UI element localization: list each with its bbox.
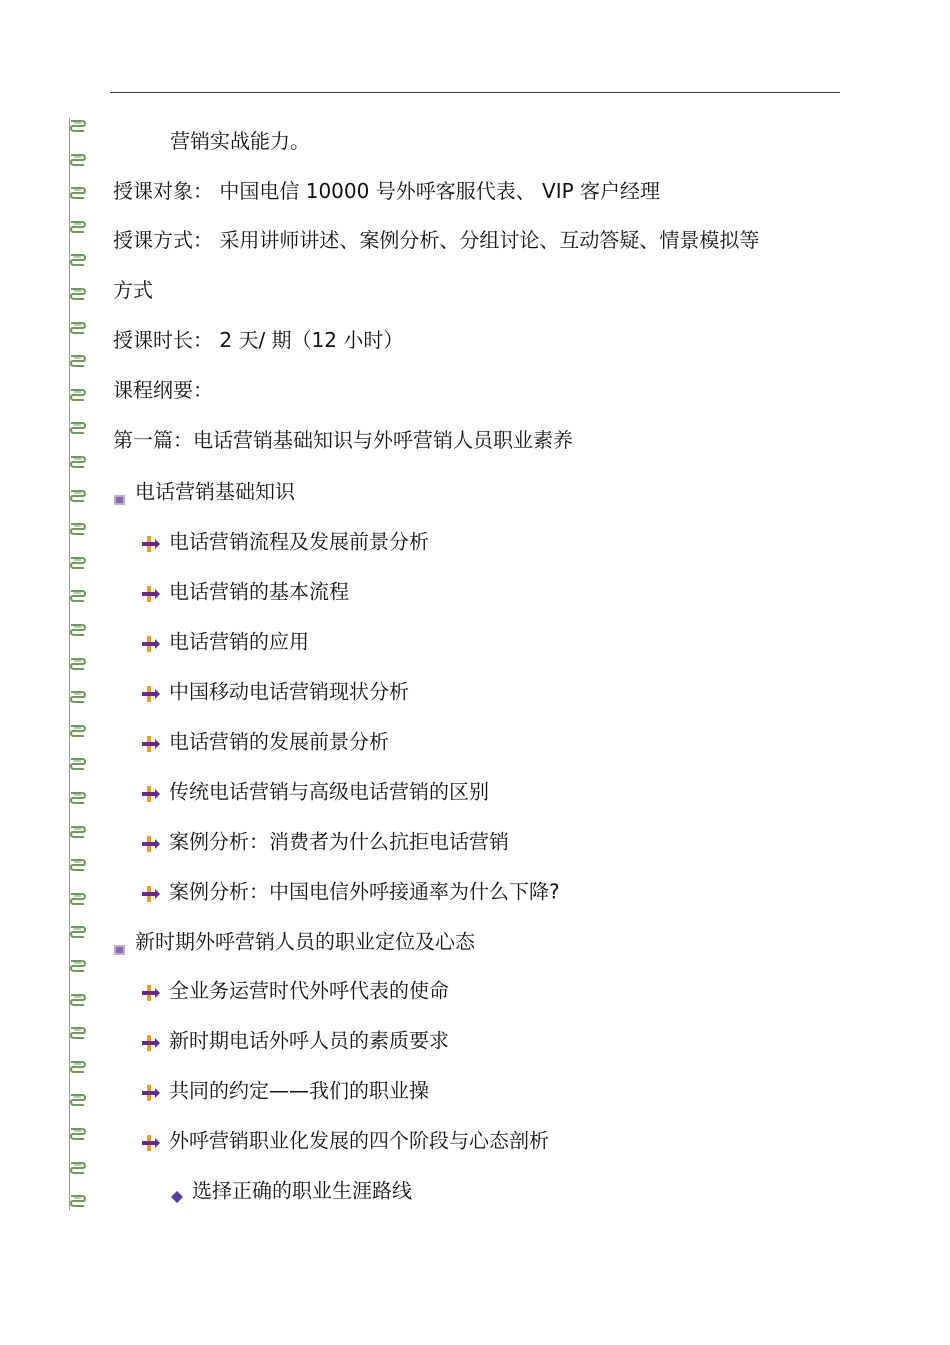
arrow-bullet-icon <box>141 833 161 851</box>
outline-item <box>141 976 449 1004</box>
binding-coil-icon <box>70 118 86 134</box>
binding-coil-icon <box>70 454 86 470</box>
text-line-outline-heading: 课程纲要： <box>113 378 213 402</box>
arrow-bullet-icon <box>141 883 161 901</box>
outline-label: 外呼营销职业化发展的四个阶段与心态剖析 <box>169 1128 549 1153</box>
outline-item <box>141 1126 549 1154</box>
text-line-method-cont: 方式 <box>113 278 153 302</box>
binding-coil-icon <box>70 1193 86 1209</box>
arrow-bullet-icon <box>141 683 161 701</box>
binding-coil-icon <box>70 521 86 537</box>
outline-label: 中国移动电话营销现状分析 <box>169 679 409 704</box>
binding-coil-icon <box>70 320 86 336</box>
arrow-bullet-icon <box>141 982 161 1000</box>
binding-coil-icon <box>70 420 86 436</box>
binding-coil-icon <box>70 622 86 638</box>
arrow-bullet-icon <box>141 583 161 601</box>
outline-subitem <box>170 1176 412 1204</box>
outline-label: 选择正确的职业生涯路线 <box>192 1178 412 1203</box>
outline-item <box>141 677 409 705</box>
binding-coil-icon <box>70 387 86 403</box>
square-bullet-icon <box>113 936 127 948</box>
outline-item <box>141 1076 429 1104</box>
outline-label: 传统电话营销与高级电话营销的区别 <box>169 779 489 804</box>
text-line-duration: 授课时长： 2 天/ 期（12 小时） <box>113 328 404 352</box>
outline-label: 案例分析：中国电信外呼接通率为什么下降? <box>169 879 560 904</box>
text-line-continuation: 营销实战能力。 <box>170 129 310 153</box>
outline-item <box>141 727 389 755</box>
binding-coil-icon <box>70 689 86 705</box>
binding-coil-icon <box>70 252 86 268</box>
arrow-bullet-icon <box>141 1132 161 1150</box>
outline-item <box>141 527 429 555</box>
binding-coil-icon <box>70 891 86 907</box>
outline-item <box>141 827 509 855</box>
binding-coil-icon <box>70 857 86 873</box>
outline-section <box>113 927 475 955</box>
arrow-bullet-icon <box>141 633 161 651</box>
arrow-bullet-icon <box>141 1082 161 1100</box>
outline-label: 电话营销的基本流程 <box>169 579 349 604</box>
binding-coil-icon <box>70 353 86 369</box>
header-rule <box>110 92 840 93</box>
binding-coil-icon <box>70 219 86 235</box>
outline-section <box>113 477 295 505</box>
outline-item <box>141 577 349 605</box>
outline-item <box>141 1026 449 1054</box>
outline-item <box>141 777 489 805</box>
text-line-audience: 授课对象： 中国电信 10000 号外呼客服代表、 VIP 客户经理 <box>113 179 661 203</box>
outline-label: 共同的约定——我们的职业操 <box>169 1078 429 1103</box>
outline-label: 新时期外呼营销人员的职业定位及心态 <box>135 929 475 954</box>
binding-coil-icon <box>70 992 86 1008</box>
arrow-bullet-icon <box>141 1032 161 1050</box>
arrow-bullet-icon <box>141 533 161 551</box>
outline-label: 新时期电话外呼人员的素质要求 <box>169 1028 449 1053</box>
binding-coil-icon <box>70 1126 86 1142</box>
spiral-binding-icon <box>66 118 90 1210</box>
outline-item <box>141 877 560 905</box>
binding-coil-icon <box>70 1092 86 1108</box>
text-line-part-one-title: 第一篇：电话营销基础知识与外呼营销人员职业素养 <box>113 428 573 452</box>
binding-coil-icon <box>70 488 86 504</box>
binding-coil-icon <box>70 958 86 974</box>
binding-coil-icon <box>70 152 86 168</box>
binding-coil-icon <box>70 924 86 940</box>
outline-label: 电话营销的发展前景分析 <box>169 729 389 754</box>
outline-item <box>141 627 309 655</box>
binding-coil-icon <box>70 1025 86 1041</box>
binding-coil-icon <box>70 555 86 571</box>
outline-label: 电话营销基础知识 <box>135 479 295 504</box>
arrow-bullet-icon <box>141 783 161 801</box>
arrow-bullet-icon <box>141 733 161 751</box>
binding-coil-icon <box>70 185 86 201</box>
outline-label: 电话营销的应用 <box>169 629 309 654</box>
binding-coil-icon <box>70 756 86 772</box>
binding-coil-icon <box>70 588 86 604</box>
binding-coil-icon <box>70 790 86 806</box>
binding-coil-icon <box>70 1059 86 1075</box>
outline-label: 案例分析：消费者为什么抗拒电话营销 <box>169 829 509 854</box>
outline-label: 电话营销流程及发展前景分析 <box>169 529 429 554</box>
diamond-bullet-icon <box>170 1184 184 1198</box>
binding-coil-icon <box>70 824 86 840</box>
binding-coil-icon <box>70 1160 86 1176</box>
text-line-method: 授课方式： 采用讲师讲述、案例分析、分组讨论、互动答疑、情景模拟等 <box>113 228 760 252</box>
outline-label: 全业务运营时代外呼代表的使命 <box>169 978 449 1003</box>
binding-coil-icon <box>70 723 86 739</box>
square-bullet-icon <box>113 486 127 498</box>
binding-coil-icon <box>70 656 86 672</box>
binding-coil-icon <box>70 286 86 302</box>
